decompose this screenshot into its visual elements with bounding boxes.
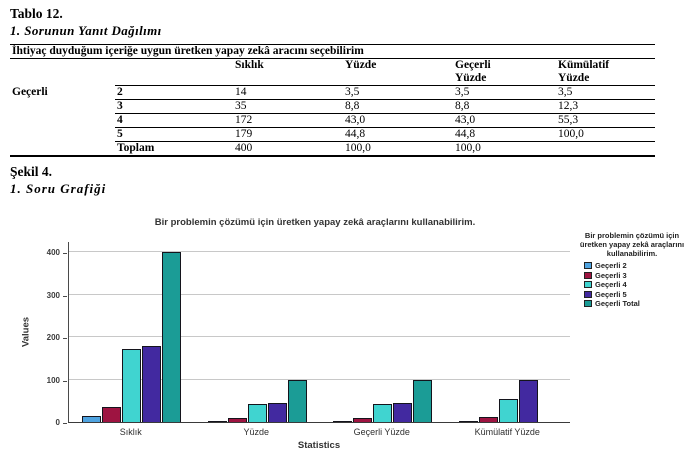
figure-label: Şekil 4. [10,164,53,179]
bar [373,404,392,422]
cell-value: 43,0 [343,114,453,128]
chart-legend [576,231,685,309]
legend-label: Geçerli 3 [595,270,627,280]
cell-value: 179 [233,128,343,142]
column-header-yuzde [343,59,453,86]
bar [393,403,412,422]
legend-label: Geçerli Total [595,299,640,308]
legend-label: Geçerli 2 [595,261,627,270]
empty-header-cell [115,59,233,86]
legend-item [584,280,685,290]
x-tick-label: Yüzde [243,427,270,437]
cell-value: 3,5 [556,86,655,100]
bar-chart-figure [10,209,685,450]
x-tick-label: Sıklık [119,427,142,437]
cell-value: 55,3 [556,114,655,128]
x-tick-label: Geçerli Yüzde [353,427,410,437]
y-tick-label: 100 [46,375,60,385]
cell-value: 8,8 [343,100,453,114]
cell-value: 100,0 [455,142,481,154]
cell-value: 100,0 [345,142,371,154]
row-label: 4 [115,114,233,128]
legend-item [584,290,685,300]
row-label: Toplam [117,142,155,154]
bar [248,404,267,422]
bar [288,380,307,423]
gridline [69,294,570,295]
cell-value: 14 [233,86,343,100]
row-label: 3 [115,100,233,114]
bar [102,407,121,422]
y-tick-mark [63,381,67,382]
cell-value: 44,8 [343,128,453,142]
column-header-kumulatif-yuzde [556,59,655,86]
column-header-label: Sıklık [235,59,264,71]
legend-swatch-icon [584,272,592,279]
bar [333,421,352,423]
cell-value: 100,0 [556,128,655,142]
x-axis-title: Statistics [297,440,341,450]
cell-value: 43,0 [453,114,556,128]
table-caption: 1. Sorunun Yanıt Dağılımı [10,23,162,38]
column-header-label: Geçerli Yüzde [455,59,491,84]
cell-value: 35 [233,100,343,114]
legend-item [584,271,685,281]
y-tick-label: 200 [46,333,60,342]
legend-label: Geçerli 5 [595,289,627,299]
cell-value: 12,3 [556,100,655,114]
gridline [69,251,570,252]
legend-label: Geçerli 4 [595,280,627,289]
cell-value: 172 [233,114,343,128]
bar [228,418,247,422]
legend-item [584,261,685,271]
table-spanning-header-row [10,45,655,59]
y-tick-mark [63,253,67,254]
cell-value: 8,8 [453,100,556,114]
column-header-siklik [233,59,343,86]
bar [122,349,141,422]
cell-value: 400 [235,142,253,154]
table-column-header-row [10,59,655,86]
bar [208,421,227,423]
table-spanning-header: İhtiyaç duyduğum içeriğe uygun üretken yapay zekâ aracını seçebilirim [10,45,655,59]
y-tick-mark [63,296,67,297]
y-tick-label: 0 [55,418,60,427]
legend-swatch-icon [584,281,592,288]
legend-swatch-icon [584,300,592,307]
bar [353,418,372,422]
bar [519,380,538,423]
table-row [10,86,655,100]
bar [499,399,518,423]
cell-value: 3,5 [453,86,556,100]
cell-value: 3,5 [343,86,453,100]
figure-caption: 1. Soru Grafiği [10,181,107,196]
bar [413,380,432,423]
row-group-label: Geçerli [12,85,48,98]
y-tick-label: 300 [46,290,60,300]
bar [142,346,161,422]
legend-swatch-icon [584,291,592,298]
y-tick-label: 400 [46,248,60,257]
legend-swatch-icon [584,262,592,269]
table-label: Tablo 12. [10,6,63,21]
x-tick-label: Kümülatif Yüzde [474,427,540,437]
gridline [69,336,570,337]
legend-item [584,299,685,309]
y-axis-title: Values [20,316,32,348]
chart-title: Bir problemin çözümü için üretken yapay zekâ araçlarını kullanabilirim. [154,217,476,228]
column-header-gecerli-yuzde [453,59,556,86]
y-tick-mark [63,338,67,339]
bar [82,416,101,422]
frequency-table [10,44,655,157]
cell-value: 44,8 [453,128,556,142]
cell-value [556,142,655,157]
y-tick-mark [63,423,67,424]
legend-items [576,261,685,309]
bar [459,421,478,423]
bar [268,403,287,422]
empty-header-cell [10,59,115,86]
chart-plot-area [68,242,570,423]
bar [479,417,498,422]
legend-title: Bir problemin çözümü için üretken yapay zekâ araçlarını kullanabilirim. [579,231,685,258]
row-label: 2 [115,86,233,100]
bar [162,252,181,422]
column-header-label: Yüzde [345,59,377,71]
row-label: 5 [115,128,233,142]
column-header-label: Kümülatif Yüzde [558,59,610,84]
